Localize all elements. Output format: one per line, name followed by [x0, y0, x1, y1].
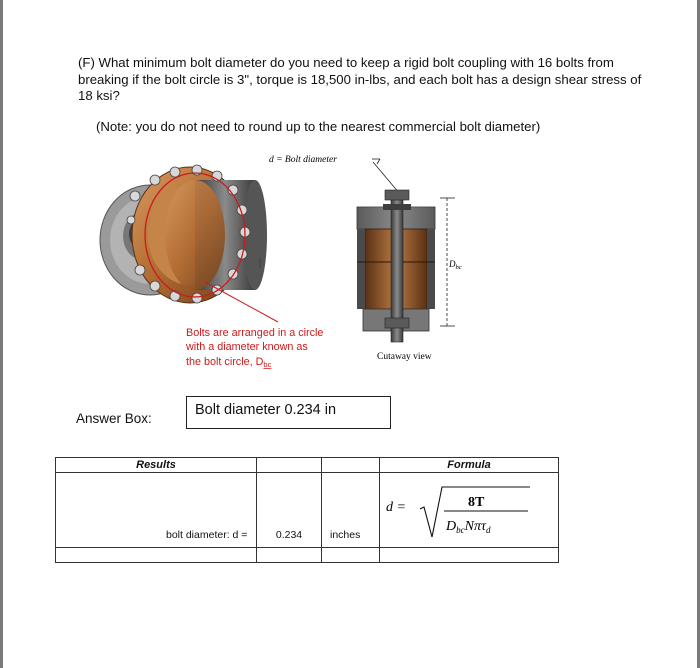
answer-box[interactable]: Bolt diameter 0.234 in [186, 396, 391, 429]
coupling-figure [95, 150, 515, 380]
question-note: (Note: you do not need to round up to the nearest commercial bolt diameter) [96, 119, 541, 134]
bolt-circle-caption-2: with a diameter known as [186, 341, 308, 353]
bolt-formula [380, 477, 558, 541]
result-label: bolt diameter: d = [166, 529, 248, 541]
formula-numerator: 8T [468, 494, 485, 510]
dbc-label: $D_{bc}$ [449, 259, 462, 271]
bolt-circle-caption-1: Bolts are arranged in a circle [186, 327, 324, 339]
left-frame-border [0, 0, 3, 668]
cutaway-caption: Cutaway view [377, 352, 432, 362]
results-table [55, 457, 559, 563]
formula-header: Formula [380, 458, 559, 473]
question-body: What minimum bolt diameter do you need to keep a rigid bolt coupling with 16 bolts from breaking if the bolt circle is 3", torque is 18,500 in-lbs, and each bolt has a design shear stress of 18 ksi? [78, 55, 642, 103]
question-text [78, 55, 648, 105]
coupling-illustration [100, 165, 278, 322]
bolt-diameter-label: d = Bolt diameter [269, 155, 337, 165]
result-value: 0.234 [275, 529, 303, 541]
bolt-circle-caption-3: the bolt circle, Dbc [186, 356, 272, 369]
question-part: (F) [78, 55, 95, 70]
formula-lhs: d = [386, 499, 406, 515]
answer-label: Answer Box: [76, 411, 152, 426]
cutaway-illustration [357, 190, 455, 342]
result-unit: inches [330, 529, 361, 541]
results-header: Results [56, 458, 257, 473]
formula-denominator: $D_{bc}N\pi\tau_d$ [446, 518, 491, 535]
